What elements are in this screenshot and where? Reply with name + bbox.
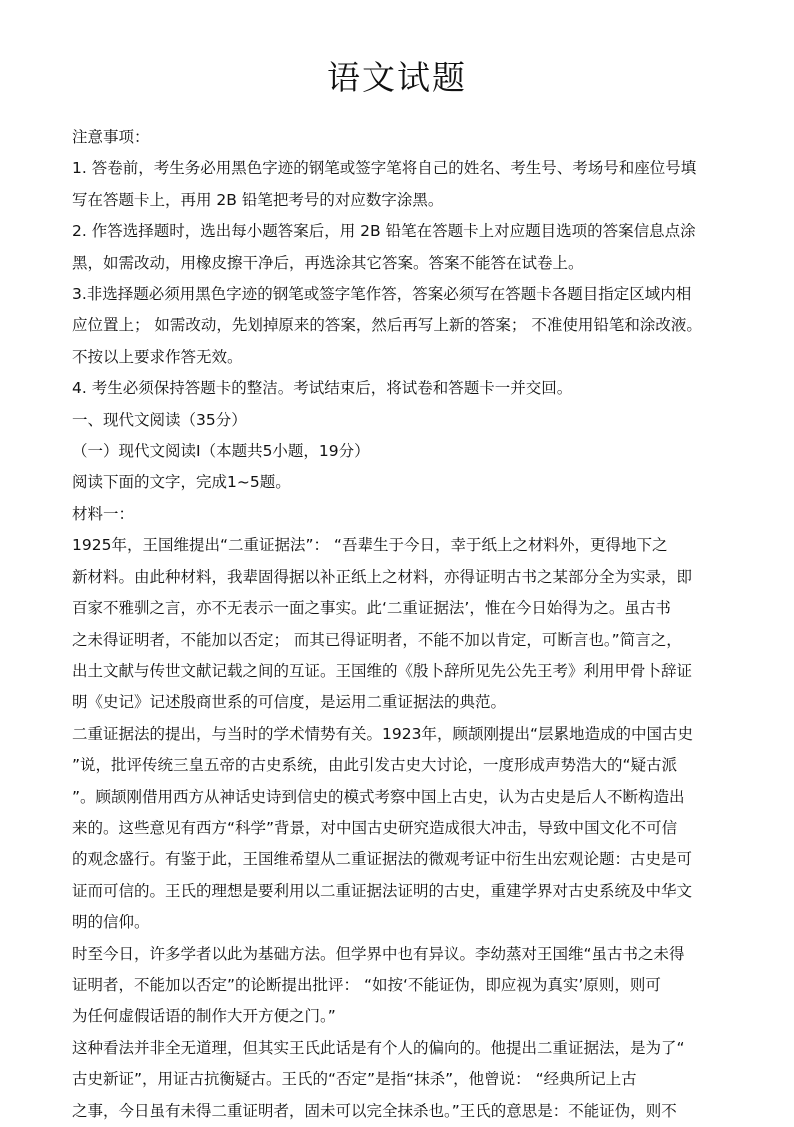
text-line: 之事，今日虽有未得二重证明者，固未可以完全抹杀也。”王氏的意思是：不能证伪，则不 xyxy=(72,1101,677,1120)
text-line: 之未得证明者，不能加以否定； 而其已得证明者，不能不加以肯定，可断言也。”简言之， xyxy=(72,630,682,649)
text-line: 3.非选择题必须用黑色字迹的钢笔或签字笔作答，答案必须写在答题卡各题目指定区域内相 xyxy=(72,285,692,304)
text-line: 阅读下面的文字，完成1~5题。 xyxy=(72,473,291,492)
text-line: 1925年，王国维提出“二重证据法”： “吾辈生于今日，幸于纸上之材料外，更得地下之 xyxy=(72,536,668,555)
text-line: 证明者，不能加以否定”的论断提出批评： “如按‘不能证伪，即应视为真实’原则，则可 xyxy=(72,975,661,994)
text-line: 二重证据法的提出，与当时的学术情势有关。1923年，顾颉刚提出“层累地造成的中国古史 xyxy=(72,724,693,743)
text-line: 这种看法并非全无道理，但其实王氏此话是有个人的偏向的。他提出二重证据法，是为了“ xyxy=(72,1038,685,1057)
page-title: 语文试题 xyxy=(327,58,467,97)
text-line: （一）现代文阅读Ⅰ（本题共5小题，19分） xyxy=(72,442,370,461)
text-line: ”说，批评传统三皇五帝的古史系统，由此引发古史大讨论，一度形成声势浩大的“疑古派 xyxy=(72,756,678,775)
text-line: 明《史记》记述殷商世系的可信度，是运用二重证据法的典范。 xyxy=(72,693,507,712)
text-line: 应位置上； 如需改动，先划掉原来的答案，然后再写上新的答案； 不准使用铅笔和涂改液。 xyxy=(72,316,702,335)
text-line: 黑，如需改动，用橡皮擦干净后，再选涂其它答案。答案不能答在试卷上。 xyxy=(72,253,584,272)
text-line: 证而可信的。王氏的理想是要利用以二重证据法证明的古史，重建学界对古史系统及中华文 xyxy=(72,881,693,900)
text-line: 材料一： xyxy=(72,504,135,523)
text-line: 出土文献与传世文献记载之间的互证。王国维的《殷卜辞所见先公先王考》利用甲骨卜辞证 xyxy=(72,661,693,680)
text-line: 一、现代文阅读（35分） xyxy=(72,410,247,429)
text-line: 4. 考生必须保持答题卡的整洁。考试结束后，将试卷和答题卡一并交回。 xyxy=(72,379,573,398)
text-line: 新材料。由此种材料，我辈固得据以补正纸上之材料，亦得证明古书之某部分全为实录，即 xyxy=(72,567,693,586)
text-line: 的观念盛行。有鉴于此，王国维希望从二重证据法的微观考证中衍生出宏观论题：古史是可 xyxy=(72,850,693,869)
text-line: 写在答题卡上，再用 2B 铅笔把考号的对应数字涂黑。 xyxy=(72,190,444,209)
text-line: 明的信仰。 xyxy=(72,913,150,932)
text-line: 古史新证”，用证古抗衡疑古。王氏的“否定”是指“抹杀”，他曾说： “经典所记上古 xyxy=(72,1070,637,1089)
text-line: 为任何虚假话语的制作大开方便之门。” xyxy=(72,1007,336,1026)
text-line: 1. 答卷前，考生务必用黑色字迹的钢笔或签字笔将自己的姓名、考生号、考场号和座位号填 xyxy=(72,159,697,178)
text-line: 百家不雅驯之言，亦不无表示一面之事实。此‘二重证据法’，惟在今日始得为之。虽古书 xyxy=(72,599,671,618)
document-body xyxy=(72,122,732,1127)
text-line: 注意事项： xyxy=(72,128,150,146)
text-line: ”。顾颉刚借用西方从神话史诗到信史的模式考察中国上古史，认为古史是后人不断构造出 xyxy=(72,787,685,806)
text-line: 不按以上要求作答无效。 xyxy=(72,347,243,366)
text-line: 来的。这些意见有西方“科学”背景，对中国古史研究造成很大冲击，导致中国文化不可信 xyxy=(72,818,678,837)
text-line: 2. 作答选择题时，选出每小题答案后，用 2B 铅笔在答题卡上对应题目选项的答案信息点涂 xyxy=(72,222,696,241)
text-line: 时至今日，许多学者以此为基础方法。但学界中也有异议。李幼蒸对王国维“虽古书之未得 xyxy=(72,944,685,963)
